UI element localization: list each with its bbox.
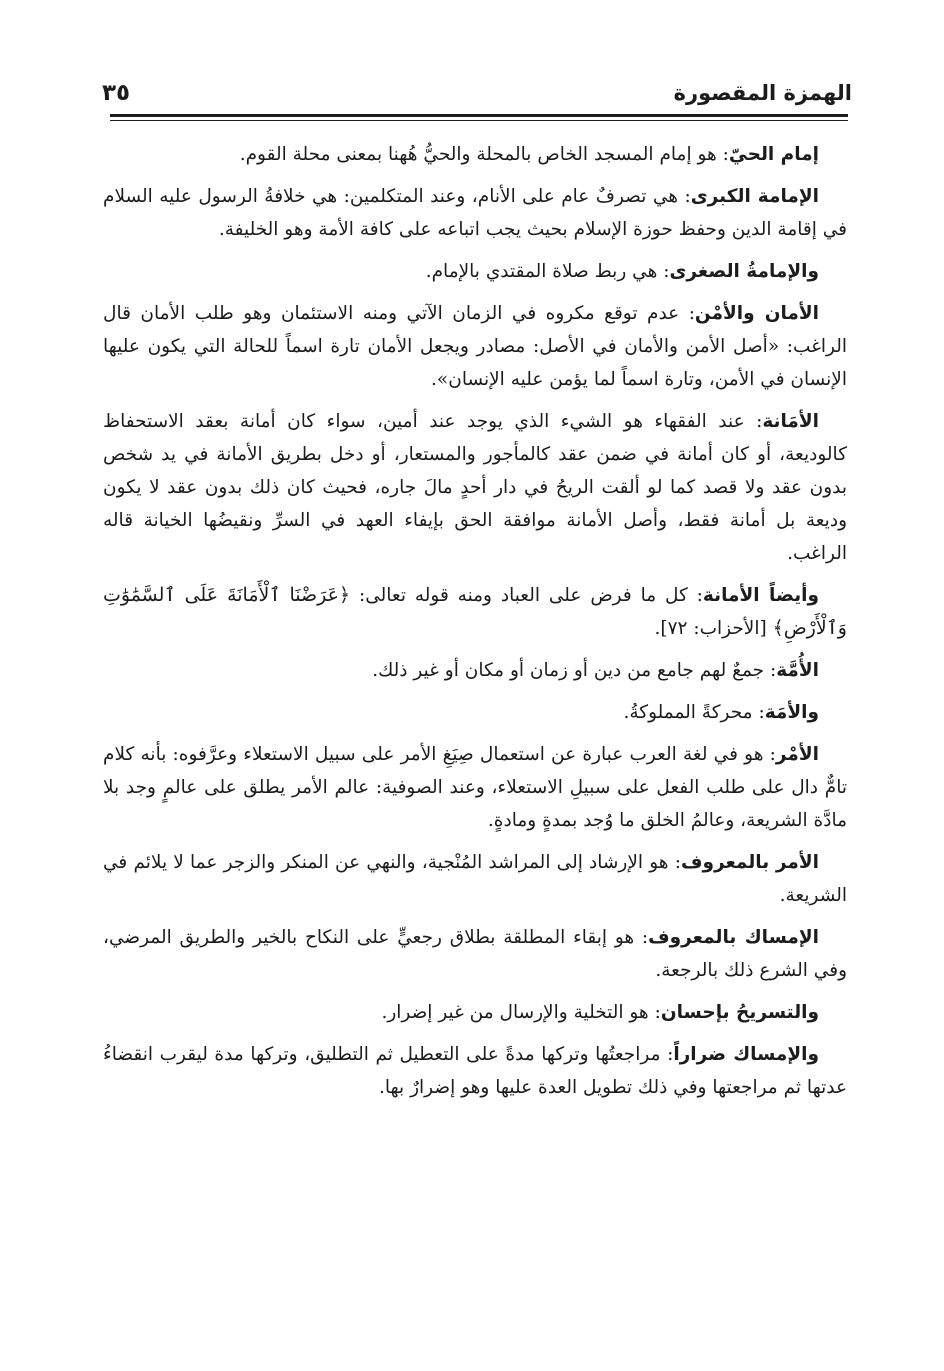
verse-citation: [الأحزاب: ٧٢]. xyxy=(654,618,773,639)
entry-definition: : هو إبقاء المطلقة بطلاق رجعيٍّ على النكاح بالخير والطريق المرضي، وفي الشرع ذلك بالرجعة. xyxy=(103,927,847,981)
entry-definition: : عدم توقع مكروه في الزمان الآتي ومنه الاستئمان وهو طلب الأمان قال الراغب: «أصل الأمن والأمان في الأصل: مصادر ويجعل الأمان تارة اسماً للحالة التي يكون عليها الإنسان في الأمن، وتارة اسماً لما يؤمن عليه الإنسان». xyxy=(103,303,847,390)
header-rule-thin xyxy=(110,120,848,121)
quran-verse: ﴿عَرَضْنَا ٱلْأَمَانَةَ عَلَى ٱلسَّمَٰوَٰتِ وَٱلْأَرْضِ﴾ xyxy=(103,584,847,639)
entry-term: الأمَانة xyxy=(762,411,819,432)
glossary-entry xyxy=(103,1038,847,1104)
entry-definition: : هو إمام المسجد الخاص بالمحلة والحيُّ هُهنا بمعنى محلة القوم. xyxy=(239,144,729,165)
glossary-entries xyxy=(103,138,847,1113)
glossary-entry xyxy=(103,405,847,570)
entry-term: وأيضاً الأمانة xyxy=(702,585,819,606)
entry-term: الإمامة الكبرى xyxy=(690,186,819,207)
header-rule-thick xyxy=(110,114,848,117)
glossary-entry xyxy=(103,738,847,837)
glossary-entry xyxy=(103,180,847,246)
glossary-entry xyxy=(103,297,847,396)
glossary-entry xyxy=(103,255,847,288)
entry-definition: : مراجعتُها وتركها مدةً على التعطيل ثم التطليق، وتركها مدة ليقرب انقضاءُ عدتها ثم مراجعتها وفي ذلك تطويل العدة عليها وهو إضرارٌ بها. xyxy=(103,1044,847,1098)
entry-term: والأمَة xyxy=(764,702,819,723)
running-header-title: الهمزة المقصورة xyxy=(673,81,852,105)
entry-definition: : هو الإرشاد إلى المراشد المُنْجية، والنهي عن المنكر والزجر عما لا يلائم في الشريعة. xyxy=(103,852,847,906)
glossary-entry xyxy=(103,921,847,987)
glossary-entry xyxy=(103,696,847,729)
entry-definition: : هي تصرفٌ عام على الأنام، وعند المتكلمين: هي خلافةُ الرسول عليه السلام في إقامة الدين وحفظ حوزة الإسلام بحيث يجب اتباعه على كافة الأمة وهو الخليفة. xyxy=(103,186,847,240)
entry-definition: : عند الفقهاء هو الشيء الذي يوجد عند أمين، سواء كان أمانة بعقد الاستحفاظ كالوديعة، أو كان أمانة في ضمن عقد كالمأجور والمستعار، أو دخل بطريق الأمانة في يد شخص بدون عقد ولا قصد كما لو ألقت الريحُ في دار أحدٍ مالَ جاره، فحيث كان ذلك بدون عقد لا يكون وديعة بل أمانة فقط، وأصل الأمانة موافقة الحق بإيفاء العهد في السرِّ ونقيضُها الخيانة قاله الراغب. xyxy=(103,411,847,564)
entry-term: الأمر بالمعروف xyxy=(680,852,819,873)
entry-definition: : محركةً المملوكةُ. xyxy=(623,702,765,723)
entry-term: إمام الحيّ xyxy=(728,144,819,165)
entry-term: والإمساك ضراراً xyxy=(673,1044,819,1065)
glossary-entry xyxy=(103,654,847,687)
entry-definition: : هو في لغة العرب عبارة عن استعمال صِيَغِ الأمر على سبيل الاستعلاء وعرَّفوه: بأنه كلام تامٌّ دال على طلب الفعل على سبيلِ الاستعلاء، وعند الصوفية: عالم الأمر يطلق على عالمٍ وجد بلا مادَّة الشريعة، وعالمُ الخلق ما وُجد بمدةٍ ومادةٍ. xyxy=(103,744,847,831)
glossary-entry xyxy=(103,579,847,645)
entry-definition: : هي ربط صلاة المقتدي بالإمام. xyxy=(425,261,670,282)
entry-term: والإمامةُ الصغرى xyxy=(669,261,819,282)
entry-term: الإمساك بالمعروف xyxy=(648,927,819,948)
entry-definition: : جمعٌ لهم جامع من دين أو زمان أو مكان أو غير ذلك. xyxy=(372,660,777,681)
entry-term: الأُمَّة xyxy=(776,660,819,681)
entry-term: والتسريحُ بإحسان xyxy=(660,1002,819,1023)
running-header xyxy=(102,78,852,108)
glossary-entry xyxy=(103,138,847,171)
glossary-entry xyxy=(103,996,847,1029)
entry-term: الأمْر xyxy=(775,744,819,765)
entry-definition: : كل ما فرض على العباد ومنه قوله تعالى: xyxy=(350,585,703,606)
glossary-entry xyxy=(103,846,847,912)
entry-term: الأمان والأمْن xyxy=(694,303,819,324)
page-number: ٣٥ xyxy=(102,80,131,106)
entry-definition: : هو التخلية والإرسال من غير إضرار. xyxy=(381,1002,661,1023)
